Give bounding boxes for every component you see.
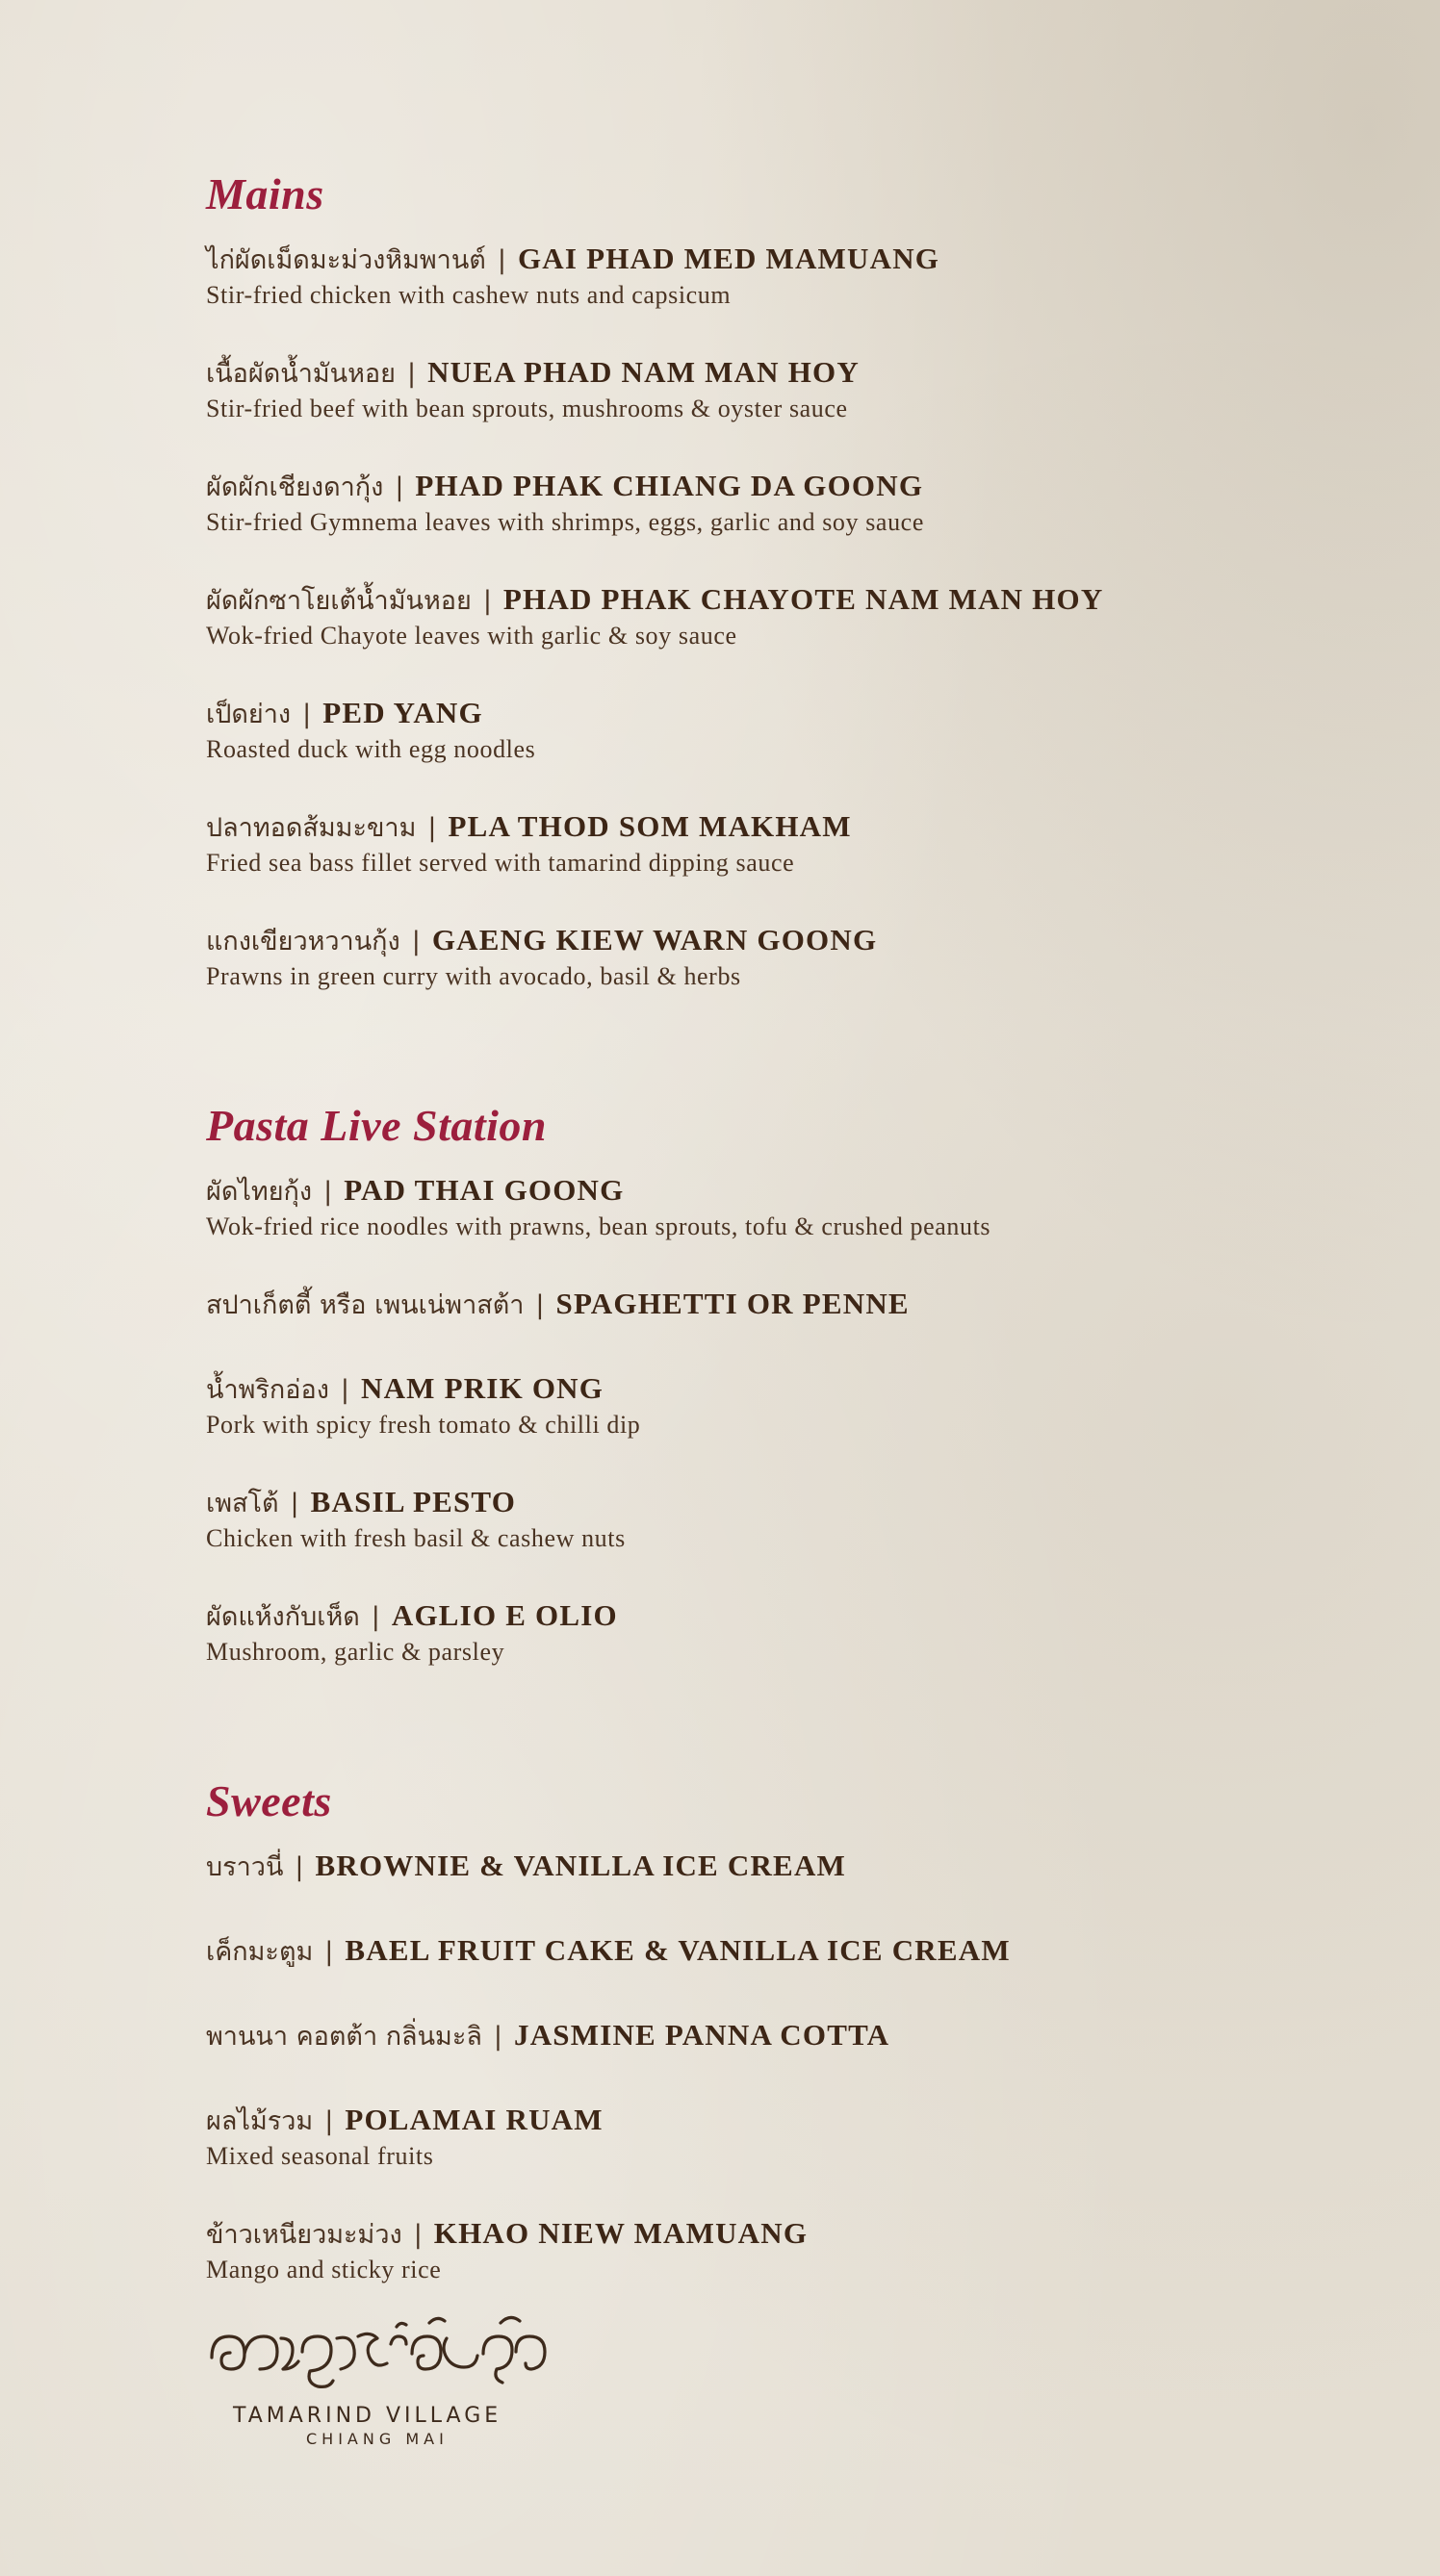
menu-item-heading — [206, 1484, 1342, 1522]
menu-item-separator: | — [413, 2220, 423, 2250]
menu-item — [206, 468, 1342, 539]
menu-item-thai-name: ไก่ผัดเม็ดมะม่วงหิมพานต์ — [206, 245, 486, 275]
menu-item-heading — [206, 2215, 1342, 2254]
menu-item-english-name: JASMINE PANNA COTTA — [514, 2018, 890, 2052]
menu-item-heading — [206, 695, 1342, 733]
menu-item-english-name: NUEA PHAD NAM MAN HOY — [427, 355, 860, 389]
menu-item-thai-name: บราวนี่ — [206, 1852, 284, 1882]
menu-item-description: Prawns in green curry with avocado, basil & herbs — [206, 962, 741, 990]
section-title: Mains — [206, 169, 324, 218]
menu-item-heading — [206, 1286, 1342, 1324]
menu-item-separator: | — [395, 472, 404, 502]
menu-item-thai-name: ปลาทอดส้มมะขาม — [206, 813, 417, 843]
menu-item-english-name: PHAD PHAK CHIANG DA GOONG — [415, 469, 924, 502]
menu-item-heading — [206, 1932, 1342, 1971]
menu-item — [206, 1484, 1342, 1555]
menu-item — [206, 922, 1342, 993]
menu-item-heading — [206, 354, 1342, 393]
menu-item-heading — [206, 2102, 1342, 2140]
menu-item-separator: | — [482, 586, 492, 616]
menu-item-heading — [206, 1370, 1342, 1409]
menu-item — [206, 1172, 1342, 1243]
menu-item-english-name: GAI PHAD MED MAMUANG — [517, 242, 940, 275]
tamarind-village-logo — [206, 2309, 572, 2448]
menu-item-heading — [206, 808, 1342, 847]
lanna-script-logo-icon — [206, 2309, 572, 2398]
menu-item — [206, 1848, 1342, 1886]
menu-item-thai-name: ผลไม้รวม — [206, 2106, 314, 2136]
menu-item — [206, 1932, 1342, 1971]
menu-item-heading — [206, 468, 1342, 506]
logo-city: CHIANG MAI — [306, 2430, 449, 2448]
menu-item — [206, 1286, 1342, 1324]
menu-item-english-name: PLA THOD SOM MAKHAM — [448, 809, 852, 843]
menu-item-thai-name: ผัดผักเชียงดากุ้ง — [206, 472, 384, 502]
menu-item-description: Wok-fried Chayote leaves with garlic & soy sauce — [206, 622, 737, 650]
menu-item-thai-name: แกงเขียวหวานกุ้ง — [206, 927, 400, 956]
menu-section — [206, 1097, 1342, 1669]
menu-item-english-name: PED YANG — [322, 696, 483, 729]
menu-item — [206, 581, 1342, 652]
menu-item — [206, 1370, 1342, 1441]
menu-item-thai-name: พานนา คอตต้า กลิ่นมะลิ — [206, 2022, 482, 2052]
logo-name: TAMARIND VILLAGE — [233, 2404, 502, 2428]
menu-item-english-name: BASIL PESTO — [310, 1485, 517, 1518]
menu-item-thai-name: เป็ดย่าง — [206, 700, 292, 729]
menu-section — [206, 1773, 1342, 2286]
menu-item-separator: | — [340, 1375, 349, 1405]
menu-item-separator: | — [535, 1290, 545, 1320]
menu-item-heading — [206, 1597, 1342, 1636]
menu-content — [206, 166, 1342, 2329]
menu-item-heading — [206, 922, 1342, 960]
menu-item-separator: | — [323, 1177, 333, 1207]
menu-item-separator: | — [290, 1489, 299, 1518]
menu-item-heading — [206, 241, 1342, 279]
menu-item-heading — [206, 581, 1342, 620]
menu-item-thai-name: ผัดผักซาโยเต้น้ำมันหอย — [206, 586, 472, 616]
menu-item — [206, 354, 1342, 425]
menu-item-description: Mango and sticky rice — [206, 2256, 442, 2283]
menu-item-thai-name: เพสโต้ — [206, 1489, 279, 1518]
section-gap — [206, 1711, 1342, 1773]
menu-item-description: Chicken with fresh basil & cashew nuts — [206, 1524, 626, 1552]
menu-item-english-name: PAD THAI GOONG — [344, 1173, 625, 1207]
menu-item-heading — [206, 1848, 1342, 1886]
menu-item-english-name: GAENG KIEW WARN GOONG — [431, 923, 878, 956]
menu-item-english-name: KHAO NIEW MAMUANG — [433, 2216, 809, 2250]
menu-item-thai-name: เค็กมะตูม — [206, 1937, 314, 1967]
menu-item-separator: | — [324, 1937, 334, 1967]
menu-item-english-name: PHAD PHAK CHAYOTE NAM MAN HOY — [502, 582, 1104, 616]
menu-item-description: Roasted duck with egg noodles — [206, 735, 536, 763]
menu-section — [206, 166, 1342, 993]
menu-item-description: Mixed seasonal fruits — [206, 2142, 434, 2170]
menu-item-description: Stir-fried Gymnema leaves with shrimps, eggs, garlic and soy sauce — [206, 508, 924, 536]
menu-item — [206, 808, 1342, 880]
menu-item-thai-name: ข้าวเหนียวมะม่วง — [206, 2220, 402, 2250]
menu-item-separator: | — [406, 359, 417, 389]
section-gap — [206, 1035, 1342, 1097]
menu-item-thai-name: น้ำพริกอ่อง — [206, 1375, 329, 1405]
menu-item-description: Pork with spicy fresh tomato & chilli dip — [206, 1411, 641, 1439]
menu-item-thai-name: ผัดไทยกุ้ง — [206, 1177, 313, 1207]
menu-item-heading — [206, 2017, 1342, 2055]
menu-item — [206, 2215, 1342, 2286]
menu-item-thai-name: ผัดแห้งกับเห็ด — [206, 1602, 360, 1632]
menu-item-separator: | — [411, 927, 421, 956]
menu-item-description: Fried sea bass fillet served with tamarind dipping sauce — [206, 849, 795, 877]
menu-item — [206, 241, 1342, 312]
menu-item-english-name: NAM PRIK ONG — [361, 1371, 604, 1405]
menu-item-description: Stir-fried chicken with cashew nuts and capsicum — [206, 281, 732, 309]
menu-item-english-name: POLAMAI RUAM — [345, 2103, 604, 2136]
menu-item — [206, 2102, 1342, 2173]
menu-item-separator: | — [302, 700, 312, 729]
menu-item-separator: | — [324, 2106, 334, 2136]
menu-item — [206, 695, 1342, 766]
menu-item-separator: | — [493, 2022, 503, 2052]
menu-item-english-name: SPAGHETTI OR PENNE — [555, 1287, 910, 1320]
menu-item-separator: | — [295, 1852, 304, 1882]
menu-item-separator: | — [427, 813, 437, 843]
menu-item-description: Wok-fried rice noodles with prawns, bean sprouts, tofu & crushed peanuts — [206, 1212, 991, 1240]
menu-item-separator: | — [371, 1602, 380, 1632]
menu-item-separator: | — [497, 245, 506, 275]
section-title: Pasta Live Station — [206, 1101, 547, 1150]
menu-item-heading — [206, 1172, 1342, 1211]
menu-item-thai-name: สปาเก็ตตี้ หรือ เพนเน่พาสต้า — [206, 1290, 525, 1320]
menu-item-english-name: BROWNIE & VANILLA ICE CREAM — [315, 1849, 846, 1882]
section-title: Sweets — [206, 1776, 332, 1825]
menu-item-description: Stir-fried beef with bean sprouts, mushrooms & oyster sauce — [206, 395, 848, 422]
menu-item-thai-name: เนื้อผัดน้ำมันหอย — [206, 359, 396, 389]
menu-item-english-name: AGLIO E OLIO — [391, 1598, 618, 1632]
menu-item-description: Mushroom, garlic & parsley — [206, 1638, 505, 1666]
menu-item-english-name: BAEL FRUIT CAKE & VANILLA ICE CREAM — [345, 1933, 1011, 1967]
menu-item — [206, 1597, 1342, 1669]
menu-item — [206, 2017, 1342, 2055]
